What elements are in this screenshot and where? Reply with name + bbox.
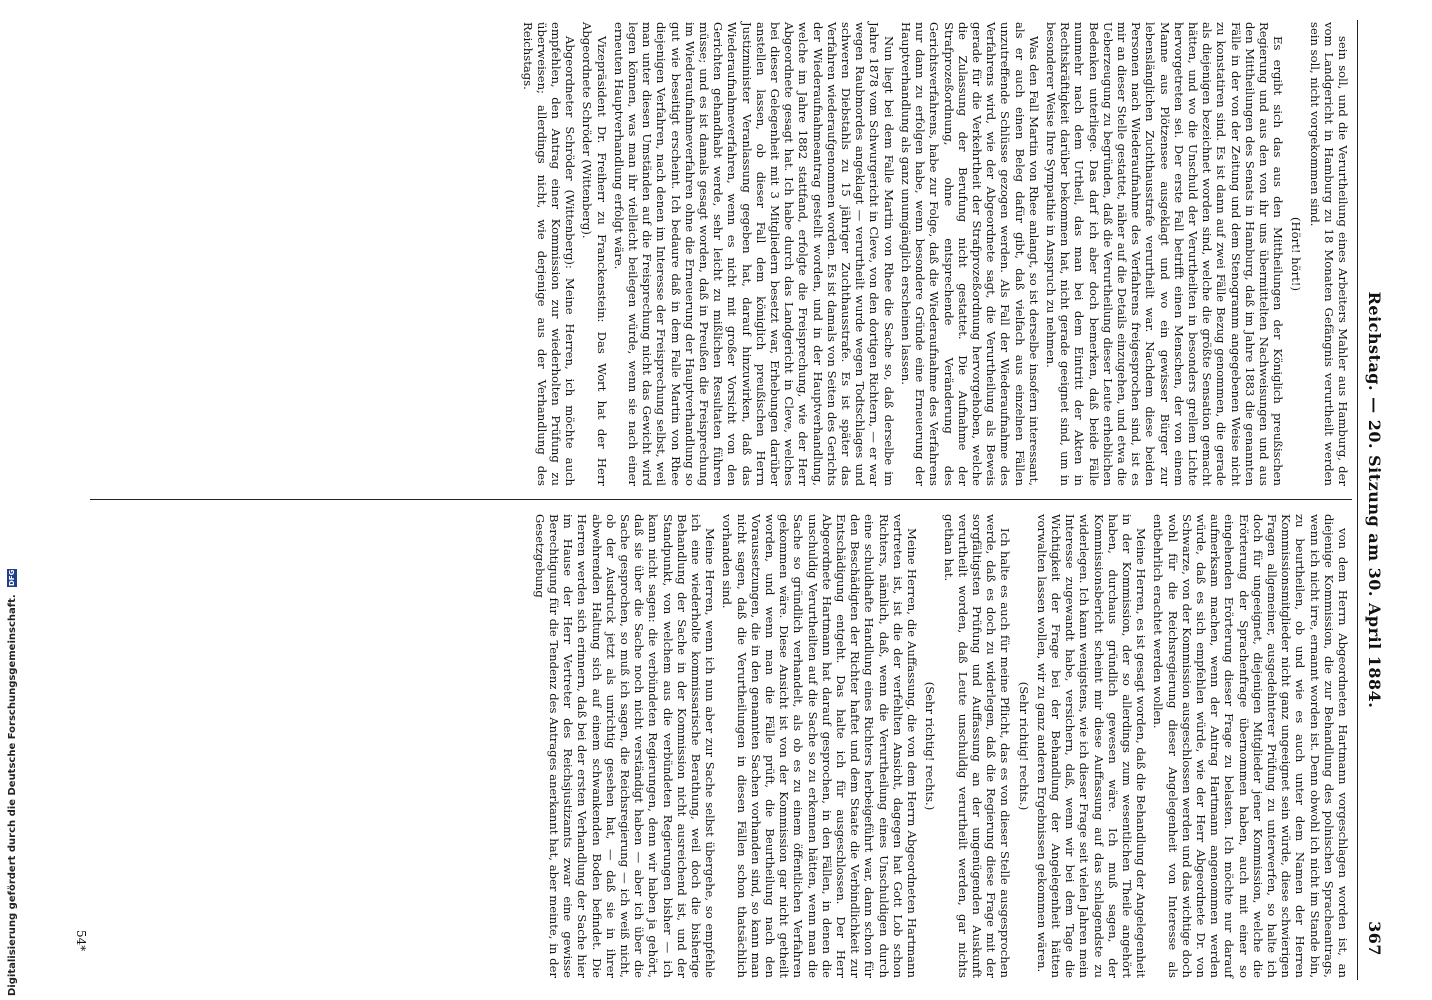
page-number: 367 (1365, 921, 1384, 956)
digitization-sidebar (0, 0, 20, 1000)
paragraph: von dem Herrn Abgeordneten Hartmann vorgeschlagen worden ist, an diejenige Kommission, die zur Behandlung des polnischen Spracheantrags, wenn ich nicht irre, ernannt worden ist. Denn obwohl ich nicht im Stande bin, zu beurtheilen, ob und wie es auch unter dem Namen der Herren Kommissionsmitglieder nicht ganz ungeeignet sein würde, diese schwierigen Fragen allgemeiner, ausgedehnterer Prüfung zu unterwerfen, so halte ich doch für ungeeignet, diejenigen Mitglieder jener Kommission, welche die Erörterung der Sprachenfrage übernommen haben, auch mit einer so eingehenden Erörterung dieser Frage zu belasten. Ich möchte nur darauf aufmerksam machen, wenn der Antrag Hartmann angenommen werden würde, daß es sich empfehlen würde, wie der Herr Abgeordnete Dr. von Schwarze, von der Kommission ausgeschlossen werden und das wichtige doch wohl für die Reichsregierung dieser Angelegenheit von Interesse als entbehrlich erachtet werden wollen. (1151, 514, 1350, 978)
interjection: (Sehr richtig! rechts.) (923, 681, 938, 811)
signature-mark: 54* (74, 930, 88, 952)
paragraph: Ich halte es auch für meine Pflicht, das es von dieser Stelle ausgesprochen werde, daß es doch zu widerlegen, daß die Regierung diese Frage mit der sorgfältigsten Prüfung und Auffassung an der ungenügenden Auskunft verurtheilt worden, daß Leute unschuldig verurtheilt werden, gar nichts gethan hat. (941, 514, 1013, 978)
paragraph: Nun liegt bei dem Falle Martin von Rhee die Sache so, daß derselbe im Jahre 1878 vom Schwurgericht in Cleve, von den dortigen Richtern, — er war wegen Raubmordes angeklagt — verurtheilt wurde wegen Todtschlages und schweren Diebstahls zu 15 jähriger Zuchthausstrafe. Es ist später das Verfahren wiederaufgenommen worden. Es ist damals von Seiten des Gerichts der Wiederaufnahmeantrag gestellt worden, und in der Hauptverhandlung, welche im Jahre 1882 stattfand, erfolgte die Freisprechung, wie der Herr Abgeordnete gesagt hat. Ich habe durch das Landgericht in Cleve, welches bei dieser Gelegenheit mit 3 Mitgliedern besetzt war, Erhebungen darüber anstellen lassen, ob dieser Fall dem königlich preußischen Herrn Justizminister Veranlassung gegeben hat, darauf hinzuwirken, daß das Wiederaufnahmeverfahren, wenn es nicht mit großer Vorsicht von den Gerichten gehandhabt werde, sehr leicht zu mißlichen Resultaten führen müsse; und es ist damals gesagt worden, daß in Preußen die Freisprechung im Wiederaufnahmeverfahren ohne die Erneuerung der Hauptverhandlung so gut wie beseitigt erscheint. Ich bedaure daß in dem Falle Martin von Rhee diejenigen Verfahren, nach denen im Interesse der Freisprechung selbst, weil man unter diesen Umständen auf die Freisprechung nicht das Gewicht wird legen können, was man ihr vielleicht beilegen würde, wenn sie nach einer erneuten Hauptverhandlung erfolgt wäre. (611, 22, 896, 486)
interjection: (Sehr richtig! rechts.) (1016, 681, 1031, 811)
paragraph: Meine Herren, wenn ich nun aber zur Sache selbst übergehe, so empfehle ich eine wiederholte kommissarische Berathung, weil doch die bisherige Behandlung der Sache in der Kommission nicht ausreichend ist, und der Standpunkt, von welchem aus die verbündeten Regierungen bisher — ich kann nicht sagen: die verbündeten Regierungen, denn wir haben ja gehört, daß sie über die Sache noch nicht verständigt haben — aber ich über die Sache gesprochen, so muß ich sagen, die Reichsregierung — ich weiß nicht, ob der Ausdruck jetzt als unrichtig gesehen hat, — daß sie in ihrer abwehrenden Haltung sich auf einem schwankenden Boden befindet. Die Herren werden sich erinnern, daß bei der ersten Verhandlung der Sache hier im Hause der Herr Vertreter des Reichsjustizamts zwar eine gewisse Berechtigung für die Tendenz des Antrages anerkannt hat, aber meinte, in der Gesetzgebung (532, 514, 718, 978)
page-header (1362, 20, 1384, 980)
header-rule (1357, 20, 1358, 980)
paragraph: Vizepräsident Dr. Freiherr zu Franckenstein: Das Wort hat der Herr Abgeordnete Schröder (Wittenberg). (580, 22, 609, 486)
paragraph: sein soll, und die Verurtheilung eines Arbeiters Mahler aus Hamburg, der vom Landgericht in Hamburg zu 18 Monaten Gefängnis verurtheilt werden sein soll, nicht vorgekommen sind. (1307, 22, 1350, 486)
paragraph: Meine Herren, es ist gesagt worden, daß die Behandlung der Angelegenheit in der Kommission, der so allerdings zum wesentlichen Theile angehört haben, durchaus gründlich gewesen wäre. Ich muß sagen, der Kommissionsbericht scheint mir diese Auffassung auf das schlagendste zu widerlegen. Ich kann wenigstens, wie ich dieser Frage seit vielen Jahren mein Interesse zugewandt habe, versichern, daß, wenn wir bei dem Tage die Wichtigkeit der Frage bei der Behandlung der Angelegenheit hätten vorwalten lassen wollen, wir zu ganz anderen Ergebnissen gekommen wären. (1034, 514, 1149, 978)
page-header-title: Reichstag. — 20. Sitzung am 30. April 1884. (1365, 291, 1384, 709)
right-column (530, 514, 1350, 978)
digitization-credit: Digitalisierung gefördert durch die Deutsche Forschungsgemeinschaft. (7, 594, 18, 996)
paragraph: Was den Fall Martin von Rhee anlangt, so ist derselbe insofern interessant, als er auch einen Beleg dafür gibt, daß vielfach aus einzelnen Fällen unzutreffende Schlüsse gezogen werden. Als Fall der Wiederaufnahme des Verfahrens wird, wie der Abgeordnete sagt, die Verurtheilung als Beweis gerade für die Verkehrtheit der Strafprozeßordnung hervorgehoben, welche die Zulassung der Berufung nicht gestattet. Die Aufnahme der Strafprozeßordnung, ohne entsprechende Veränderung des Gerichtsverfahrens, habe zur Folge, daß die Wiederaufnahme des Verfahrens nur dann zu erfolgen habe, wenn besondere Gründe eine Erneuerung der Hauptverhandlung als ganz unumgänglich erscheinen lassen. (898, 22, 1041, 486)
paragraph: Meine Herren, die Auffassung, die von dem Herrn Abgeordneten Hartmann vertreten ist, ist die der verfehlten Ansicht, dagegen hat Gott Lob schon Richters, nämlich, daß, wenn die Verurtheilung eines Unschuldigen durch eine schuldhafte Handlung eines Richters herbeigeführt war, dann schon für den Beschädigten der Richter haftet und dem Staate die Verbindlichkeit zur Entschädigung entgeht. Das halte ich für ausgeschlossen. Der Herr Abgeordnete Hartmann hat darauf gesprochen, in den Fällen, in denen die unschuldig Verurtheilten auf die Sache so zu erkennen hätten, wenn man die Sache so gründlich verhandelt, als ob es zu einem öffentlichen Verfahren gekommen wäre. Diese Ansicht ist von der Kommission gar nicht getheilt worden, und wenn man die Fälle prüft, die Beurtheilung nach den Voraussetzungen, die in den genannten Sachen vorhanden sind, so kann man nicht sagen, daß die Verurtheilungen in diesen Fällen schon thatsächlich vorhanden sind. (720, 514, 920, 978)
dfg-logo-icon: DFG (8, 569, 16, 587)
paragraph: Abgeordneter Schröder (Wittenberg): Meine Herren, ich möchte auch empfehlen, den Antrag einer Kommission zur wiederholten Prüfung zu überweisen; allerdings nicht, wie derjenige aus der Verhandlung des Reichstags. (520, 22, 578, 486)
paragraph: Es ergibt sich das aus den Mittheilungen der Königlich preußischen Regierung und aus den von ihr uns übermittelten Nachweisungen und aus den Mittheilungen des Senats in Hamburg, daß im Jahre 1883 die genannten Fälle in der von der Zeitung und dem Stenogramm angegebenen Weise nicht zu konstatiren sind. Es ist dann auf zwei Fälle Bezug genommen, die gerade als diejenigen bezeichnet worden sind, welche die größte Sensation gemacht hätten, und wo die Unschuld der Verurtheilten in besonders grellem Lichte hervorgetreten sei. Der erste Fall betrifft einen Menschen, der von einem Manne aus Plötzensee ausgeklagt und wo ein gewisser Bürger zur lebenslänglichen Zuchthausstrafe verurtheilt war. Nachdem diese beiden Personen nach Wiederaufnahme des Verfahrens freigesprochen sind, ist es mir an dieser Stelle gestattet, näher auf die Details einzugehen, und etwa die Ueberzeugung zu begründen, daß die Verurtheilung dieser Leute erheblichen Bedenken unterliege. Das darf ich aber doch bemerken, daß beide Fälle nunmehr nach dem Urtheil, das man bei dem Eintritt der Akten in Rechtskräftigkeit darüber bekommen hat, nicht gerade geeignet sind, um in besonderer Weise Ihre Sympathie in Anspruch zu nehmen. (1043, 22, 1286, 486)
column-divider (90, 499, 1352, 500)
interjection: (Hört! hört!) (1289, 217, 1304, 291)
left-column (517, 22, 1350, 486)
